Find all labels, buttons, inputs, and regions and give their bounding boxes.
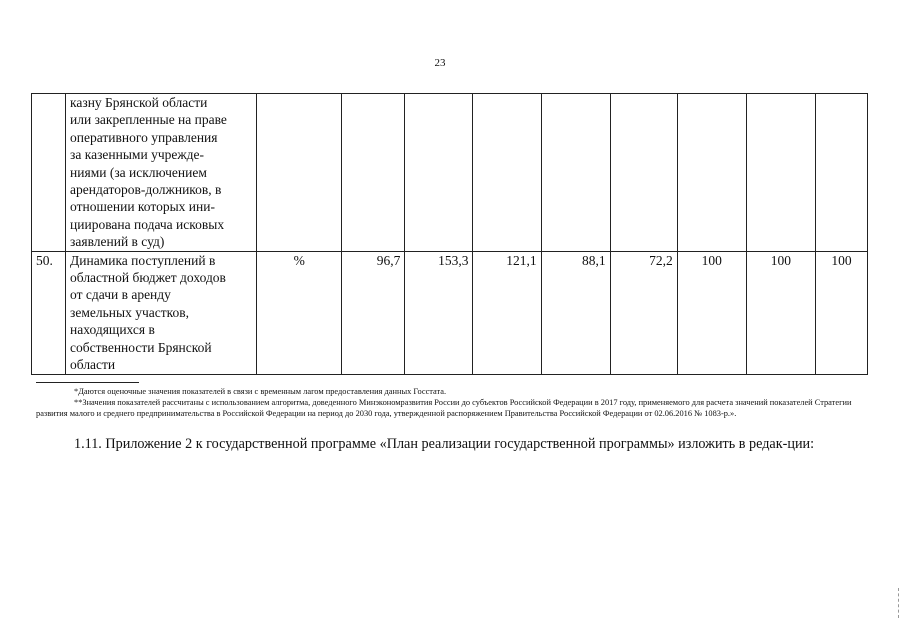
name-line: отношении которых ини-: [70, 199, 215, 215]
name-line: заявлений в суд): [70, 234, 165, 250]
page-number: 23: [434, 57, 446, 69]
value-cell: [815, 94, 867, 252]
name-line: области: [70, 357, 116, 373]
value-cell: 96,7: [342, 251, 405, 374]
name-line: собственности Брянской: [70, 339, 212, 355]
table-row-continuation: [32, 94, 868, 252]
value-cell: 72,2: [610, 251, 677, 374]
footnote-2: **Значения показателей рассчитаны с использованием алгоритма, доведенного Минэкономразвития России до субъектов Российской Федерации в 2017 году, применяемого для расчета значений показателей Стратегии развития малого и среднего предпринимательства в Российской Федерации на период до 2030 года, утвержденной распоряжением Правительства Российской Федерации от 02.06.2016 № 1083-р.».: [36, 398, 852, 418]
name-line: арендаторов-должников, в: [70, 182, 222, 198]
unit-cell: [257, 94, 342, 252]
value-cell: 153,3: [405, 251, 473, 374]
unit-cell: %: [257, 251, 342, 374]
row-number-cell: [32, 94, 66, 252]
value-cell: [342, 94, 405, 252]
value-cell: 100: [677, 251, 746, 374]
name-line: земельных участков,: [70, 304, 189, 320]
name-line: или закрепленные на праве: [70, 112, 227, 128]
name-line: циирована подача исковых: [70, 216, 225, 232]
indicator-name-cell: [66, 94, 257, 252]
name-line: Динамика поступлений в: [70, 252, 216, 268]
value-cell: [677, 94, 746, 252]
value-cell: [473, 94, 541, 252]
name-line: ниями (за исключением: [70, 164, 207, 180]
row-number-cell: 50.: [32, 251, 66, 374]
footnote-1: *Даются оценочные значения показателей в связи с временным лагом предоставления данных Госстата.: [74, 387, 447, 396]
value-cell: 121,1: [473, 251, 541, 374]
value-cell: [746, 94, 815, 252]
value-cell: 100: [746, 251, 815, 374]
value-cell: [541, 94, 610, 252]
name-line: казну Брянской области: [70, 95, 208, 110]
indicator-name-cell: [66, 251, 257, 374]
name-line: оперативного управления: [70, 129, 218, 145]
name-line: от сдачи в аренду: [70, 287, 171, 303]
indicators-table: [31, 93, 868, 375]
footnote-divider: [36, 382, 139, 383]
value-cell: 88,1: [541, 251, 610, 374]
value-cell: [610, 94, 677, 252]
name-line: областной бюджет доходов: [70, 270, 226, 286]
table-row-50: [32, 251, 868, 374]
value-cell: [405, 94, 473, 252]
name-line: находящихся в: [70, 322, 155, 338]
margin-mark: [898, 588, 900, 618]
name-line: за казенными учрежде-: [70, 147, 205, 163]
amendment-paragraph: 1.11. Приложение 2 к государственной программе «План реализации государственной программы» изложить в редак-ции:: [74, 436, 815, 452]
value-cell: 100: [815, 251, 867, 374]
